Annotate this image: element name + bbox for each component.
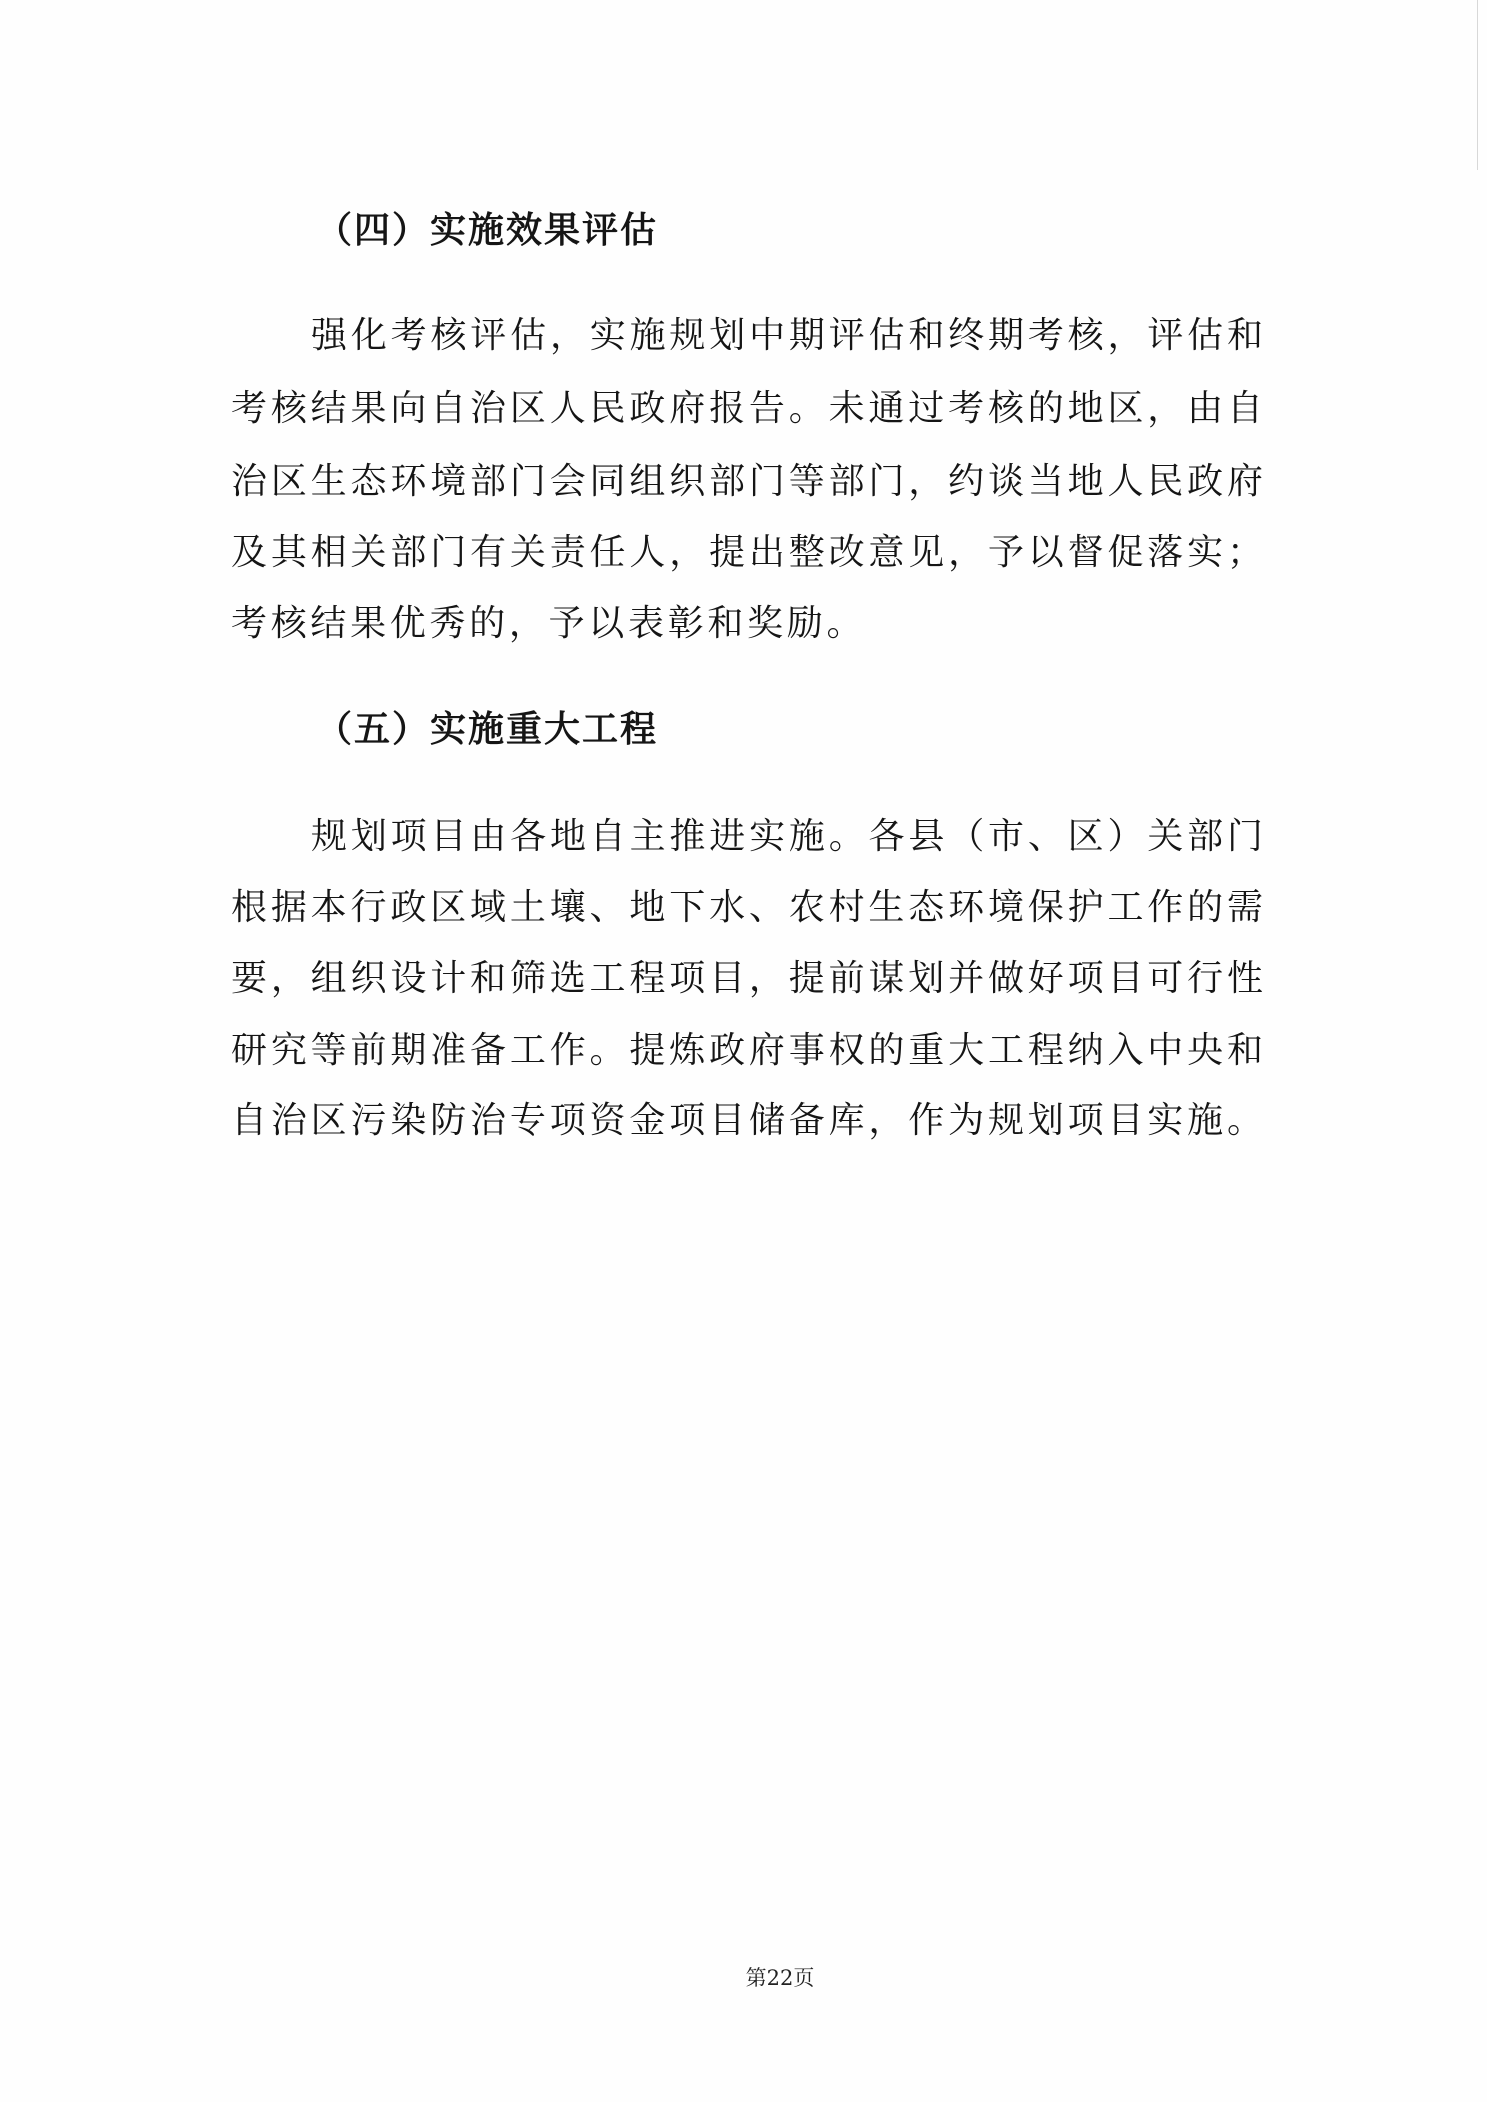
paragraph-line: 根据本行政区域土壤、地下水、农村生态环境保护工作的需 [231, 887, 1263, 928]
paragraph-line: 强化考核评估，实施规划中期评估和终期考核，评估和 [311, 315, 1263, 356]
section-heading-4: （四）实施效果评估 [316, 210, 659, 251]
paragraph-line: 要，组织设计和筛选工程项目，提前谋划并做好项目可行性 [231, 958, 1263, 999]
paragraph-line: 考核结果向自治区人民政府报告。未通过考核的地区，由自 [231, 388, 1263, 429]
paragraph-line: 及其相关部门有关责任人，提出整改意见，予以督促落实； [231, 532, 1263, 573]
scan-edge-mark [1477, 0, 1478, 170]
paragraph-line: 规划项目由各地自主推进实施。各县（市、区）关部门 [311, 816, 1263, 857]
paragraph-line: 自治区污染防治专项资金项目储备库，作为规划项目实施。 [231, 1100, 1263, 1141]
paragraph-line: 研究等前期准备工作。提炼政府事权的重大工程纳入中央和 [231, 1030, 1263, 1071]
paragraph-line: 考核结果优秀的，予以表彰和奖励。 [231, 603, 867, 644]
section-heading-5: （五）实施重大工程 [316, 709, 659, 750]
page-number: 第22页 [745, 1966, 815, 1990]
paragraph-line: 治区生态环境部门会同组织部门等部门，约谈当地人民政府 [231, 461, 1263, 502]
